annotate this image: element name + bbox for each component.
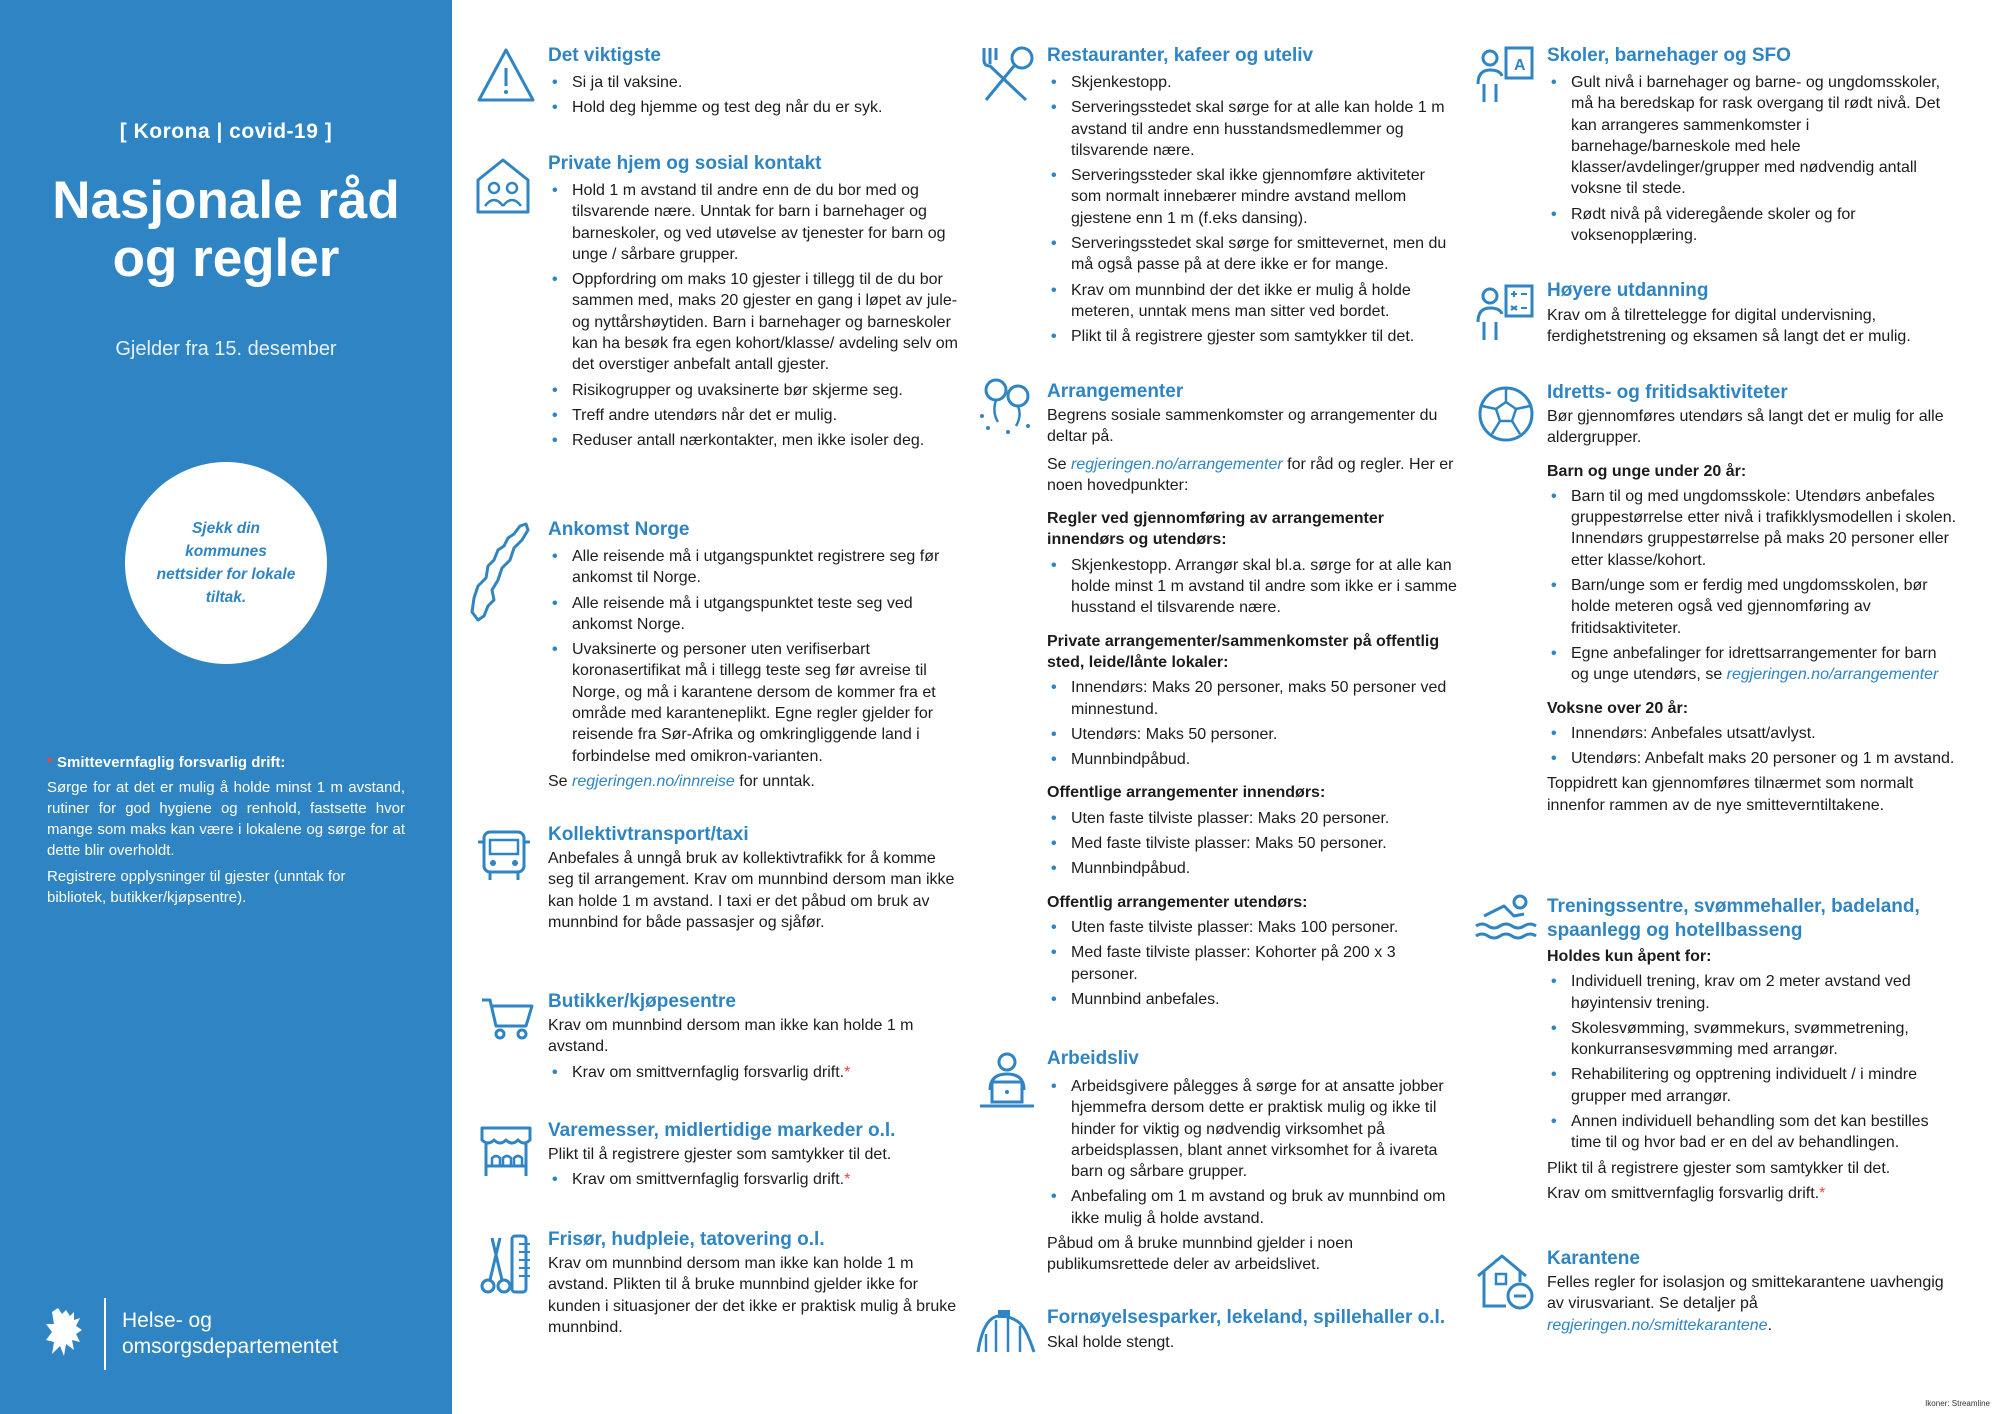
list-item: • Hold deg hjemme og test deg når du er syk. xyxy=(548,97,958,118)
safe-operation-title-text: Smittevernfaglig forsvarlig drift: xyxy=(57,754,286,771)
ministry-name xyxy=(122,1308,338,1360)
list-item: • Rødt nivå på videregående skoler og for voksenopplæring. xyxy=(1547,204,1957,247)
logo-divider xyxy=(104,1298,106,1370)
see-prefix: Se xyxy=(1047,455,1067,473)
page-title xyxy=(0,172,452,288)
sidebar xyxy=(0,0,452,1414)
list-item: • Si ja til vaksine. xyxy=(548,72,958,93)
list-item: • Plikt til å registrere gjester som samtykker til det. xyxy=(1047,326,1457,347)
house-quarantine-icon xyxy=(1474,1250,1536,1312)
list-item: • Barn til og med ungdomsskole: Utendørs anbefales gruppestørrelse etter nivå i trafikklysmodellen i skolen. Innendørs gruppestørrelse på maks 20 personer eller etter klasse/kohort. xyxy=(1547,486,1957,571)
market-stall-icon xyxy=(478,1124,534,1178)
list-item: • Reduser antall nærkontakter, men ikke isoler deg. xyxy=(548,430,958,451)
section-butikker xyxy=(548,1015,958,1083)
see-prefix: Se xyxy=(548,772,568,790)
idrett-subhead-2: Voksne over 20 år: xyxy=(1547,699,1689,717)
trening-safe-operation xyxy=(1547,1183,1957,1204)
arrangementer-subhead-2: Private arrangementer/sammenkomster på offentlig sted, leide/lånte lokaler: xyxy=(1047,632,1440,671)
trening-title-line-2: spaanlegg og hotellbasseng xyxy=(1547,920,1803,941)
list-item: • Arbeidsgivere pålegges å sørge for at ansatte jobber hjemmefra dersom dette er praktisk mulig og ikke til hinder for viktig og nødvendig virksomhet på arbeidsplassen, blant annet virksomhet for å ivareta barn og sårbare grupper. xyxy=(1047,1076,1457,1182)
frisor-text: Krav om munnbind dersom man ikke kan holde 1 m avstand. Plikten til å bruke munnbind gjelder ikke for kunden i situasjoner der det ikke er praktisk mulig å bruke munnbind. xyxy=(548,1255,957,1336)
trening-subhead: Holdes kun åpent for: xyxy=(1547,948,1712,965)
section-title-trening xyxy=(1547,895,1920,943)
list-item: • Med faste tilviste plasser: Kohorter på 200 x 3 personer. xyxy=(1047,942,1457,985)
shopping-cart-icon xyxy=(480,996,534,1042)
safe-operation-text: Sørge for at det er mulig å holde minst 1 m avstand, rutiner for god hygiene og renhold, fastsette hvor mange som maks kan være i lokalene og sørge for at dette blir overholdt. xyxy=(47,779,405,859)
list-item: • Serveringssteder skal ikke gjennomføre aktiviteter som normalt innebærer mindre avstand mellom gjestene enn 1 m (f.eks dansing). xyxy=(1047,165,1457,229)
section-frisor xyxy=(548,1253,958,1338)
home-people-icon xyxy=(472,154,534,216)
safe-operation-registration: Registrere opplysninger til gjester (unntak for bibliotek, butikker/kjøpsentre). xyxy=(47,868,346,906)
list-item: • Krav om munnbind der det ikke er mulig å holde meteren, unntak mens man sitter ved bordet. xyxy=(1047,280,1457,323)
section-title-restauranter: Restauranter, kafeer og uteliv xyxy=(1047,45,1314,66)
idrett-arrangementer-link[interactable]: regjeringen.no/arrangementer xyxy=(1726,666,1939,684)
section-karantene xyxy=(1547,1272,1957,1336)
list-item: • Uten faste tilviste plasser: Maks 20 personer. xyxy=(1047,808,1457,829)
arrangementer-link[interactable]: regjeringen.no/arrangementer xyxy=(1071,455,1283,473)
section-private xyxy=(548,176,958,452)
list-item: • Annen individuell behandling som det kan bestilles time til og hvor bad er en del av behandlingen. xyxy=(1547,1111,1957,1154)
soccer-ball-icon xyxy=(1476,384,1536,444)
list-item: • Innendørs: Anbefales utsatt/avlyst. xyxy=(1547,723,1957,744)
asterisk: * xyxy=(844,1171,851,1189)
person-laptop-icon xyxy=(976,1050,1038,1112)
section-fornoyelse xyxy=(1047,1332,1457,1353)
section-varemesser xyxy=(548,1144,958,1191)
list-item: • Munnbind anbefales. xyxy=(1047,989,1457,1010)
section-title-hoyere: Høyere utdanning xyxy=(1547,280,1709,301)
section-title-idrett: Idretts- og fritidsaktiviteter xyxy=(1547,382,1788,403)
municipality-note-circle xyxy=(125,462,327,664)
scissors-comb-icon xyxy=(478,1232,534,1296)
butikker-text: Krav om munnbind dersom man ikke kan holde 1 m avstand. xyxy=(548,1017,914,1056)
arrangementer-subhead-4: Offentlig arrangementer utendørs: xyxy=(1047,893,1308,911)
varemesser-text: Plikt til å registrere gjester som samtykker til det. xyxy=(548,1146,892,1163)
see-suffix: for unntak. xyxy=(739,772,815,790)
arrangementer-intro: Begrens sosiale sammenkomster og arrangementer du deltar på. xyxy=(1047,407,1438,446)
section-title-varemesser: Varemesser, midlertidige markeder o.l. xyxy=(548,1120,896,1141)
idrett-bullet-text: Egne anbefalinger for idrettsarrangementer for barn og unge utendørs, se xyxy=(1571,644,1937,684)
teacher-board-icon xyxy=(1474,44,1536,106)
municipality-note: Sjekk din kommunes nettsider for lokale tiltak. xyxy=(156,520,296,606)
section-trening xyxy=(1547,942,1957,1204)
list-item: • Uvaksinerte og personer uten verifiserbart koronasertifikat må i tillegg teste seg før avreise til Norge, og må i karantene dersom de kommer fra et område med karanteneplikt. Egne regler gjelder for reisende fra Sør-Afrika og omkringliggende land i forbindelse med omikron-varianten. xyxy=(548,639,968,767)
section-title-private: Private hjem og sosial kontakt xyxy=(548,153,822,174)
idrett-intro: Bør gjennomføres utendørs så langt det er mulig for alle aldergrupper. xyxy=(1547,408,1944,447)
list-item: • Anbefaling om 1 m avstand og bruk av munnbind om ikke mulig å holde avstand. xyxy=(1047,1186,1457,1229)
list-item: • Med faste tilviste plasser: Maks 50 personer. xyxy=(1047,833,1457,854)
section-title-arrangementer: Arrangementer xyxy=(1047,381,1184,402)
list-item xyxy=(1547,643,1957,686)
trening-title-line-1: Treningssentre, svømmehaller, badeland, xyxy=(1547,896,1920,917)
list-item: • Serveringsstedet skal sørge for at alle kan holde 1 m avstand til andre enn husstandsmedlemmer og tilsvarende nære. xyxy=(1047,97,1457,161)
fornoyelse-text: Skal holde stengt. xyxy=(1047,1334,1175,1351)
smittekarantene-link[interactable]: regjeringen.no/smittekarantene xyxy=(1547,1316,1768,1334)
list-item xyxy=(548,1169,958,1190)
safe-operation-box xyxy=(47,752,405,908)
list-item: • Treff andre utendørs når det er mulig. xyxy=(548,405,958,426)
see-suffix: for råd og regler. Her er noen hovedpunkter: xyxy=(1047,455,1454,494)
section-title-viktigste: Det viktigste xyxy=(548,45,661,66)
topic-tag: [ Korona | covid-19 ] xyxy=(119,120,333,143)
norway-map-icon xyxy=(468,520,532,624)
warning-triangle-icon xyxy=(475,44,537,106)
karantene-period: . xyxy=(1767,1316,1773,1334)
section-title-karantene: Karantene xyxy=(1547,1248,1640,1269)
idrett-subhead-1: Barn og unge under 20 år: xyxy=(1547,462,1747,480)
idrett-top-sport: Toppidrett kan gjennomføres tilnærmet som normalt innenfor rammen av de nye smitteverntiltakene. xyxy=(1547,775,1914,814)
section-skoler xyxy=(1547,68,1957,246)
list-item: • Utendørs: Anbefalt maks 20 personer og 1 m avstand. xyxy=(1547,748,1957,769)
list-item: • Gult nivå i barnehager og barne- og ungdomsskoler, må ha beredskap for rask overgang til rødt nivå. Det kan arrangeres sammenkomster i barnehage/barneskole med hele klasser/avdelinger/grupper med nødvendig antall voksne til stede. xyxy=(1547,72,1957,200)
section-title-skoler: Skoler, barnehager og SFO xyxy=(1547,45,1791,66)
list-item: • Hold 1 m avstand til andre enn de du bor med og tilsvarende nære. Unntak for barn i barnehager og barneskoler, og ved utøvelse av tjenester for barn og unge / sårbare grupper. xyxy=(548,180,958,265)
list-item: • Uten faste tilviste plasser: Maks 100 personer. xyxy=(1047,917,1457,938)
valid-from: Gjelder fra 15. desember xyxy=(115,338,337,360)
section-viktigste xyxy=(548,68,958,119)
hoyere-text: Krav om å tilrettelegge for digital undervisning, ferdighetstrening og eksamen så langt det er mulig. xyxy=(1547,307,1911,346)
section-ankomst xyxy=(548,542,968,792)
section-restauranter xyxy=(1047,68,1457,348)
kollektiv-text: Anbefales å unngå bruk av kollektivtrafikk for å komme seg til arrangement. Krav om munnbind dersom man ikke kan holde 1 m avstand. I taxi er det påbud om bruk av munnbind for både passasjer og sjåfør. xyxy=(548,850,955,931)
icon-credit: Ikoner: Streamline xyxy=(1925,1399,1990,1408)
swimmer-icon xyxy=(1474,892,1538,944)
list-item: • Oppfordring om maks 10 gjester i tillegg til de du bor sammen med, maks 20 gjester en gang i løpet av jule- og nyttårshøytiden. Barn i barnehager og barneskoler kan ha besøk fra egen kohort/klasse/ avdeling selv om det overstiger anbefalt antall gjester. xyxy=(548,269,958,375)
list-item: • Munnbindpåbud. xyxy=(1047,749,1457,770)
section-hoyere xyxy=(1547,305,1957,348)
section-title-frisor: Frisør, hudpleie, tatovering o.l. xyxy=(548,1229,825,1250)
arrangementer-subhead-3: Offentlige arrangementer innendørs: xyxy=(1047,784,1326,802)
fork-knife-icon xyxy=(978,44,1036,104)
teacher-math-icon xyxy=(1474,282,1536,344)
section-kollektiv xyxy=(548,848,958,933)
trening-safe-operation-text: Krav om smittvernfaglig forsvarlig drift. xyxy=(1547,1184,1820,1202)
section-title-arbeidsliv: Arbeidsliv xyxy=(1047,1048,1139,1069)
section-title-ankomst: Ankomst Norge xyxy=(548,519,690,540)
ankomst-see-line xyxy=(548,771,968,792)
list-item: • Alle reisende må i utgangspunktet teste seg ved ankomst Norge. xyxy=(548,593,968,636)
list-item: • Serveringsstedet skal sørge for smittevernet, men du må også passe på at dere ikke er for mange. xyxy=(1047,233,1457,276)
svg-text:A: A xyxy=(1514,57,1526,74)
title-line-1: Nasjonale råd xyxy=(52,171,400,230)
section-title-kollektiv: Kollektivtransport/taxi xyxy=(548,824,749,845)
arrangementer-subhead-1: Regler ved gjennomføring av arrangementer innendørs og utendørs: xyxy=(1047,510,1384,549)
list-item: • Barn/unge som er ferdig med ungdomsskolen, bør holde meteren også ved gjennomføring av fritidsaktiviteter. xyxy=(1547,575,1957,639)
lion-crest-icon xyxy=(44,1304,90,1362)
title-line-2: og regler xyxy=(112,229,340,288)
arrangementer-see-line xyxy=(1047,454,1457,497)
safe-operation-title xyxy=(47,752,405,773)
bus-icon xyxy=(476,826,532,884)
karantene-text-body: Felles regler for isolasjon og smittekarantene uavhengig av virusvariant. Se detaljer på xyxy=(1547,1274,1944,1313)
trening-registration: Plikt til å registrere gjester som samtykker til det. xyxy=(1547,1159,1891,1177)
list-item: • Rehabilitering og opptrening individuelt / i mindre grupper med arrangør. xyxy=(1547,1064,1957,1107)
section-title-butikker: Butikker/kjøpesentre xyxy=(548,991,736,1012)
karantene-text xyxy=(1547,1272,1957,1336)
ministry-name-line-1: Helse- og xyxy=(122,1309,212,1332)
arbeidsliv-text: Påbud om å bruke munnbind gjelder i noen publikumsrettede deler av arbeidslivet. xyxy=(1047,1235,1353,1274)
butikker-bullet-text: Krav om smittvernfaglig forsvarlig drift. xyxy=(572,1063,845,1081)
ministry-name-line-2: omsorgsdepartementet xyxy=(122,1335,338,1358)
ministry-logo xyxy=(44,1298,424,1370)
rollercoaster-icon xyxy=(974,1308,1038,1356)
list-item: • Skolesvømming, svømmekurs, svømmetrening, konkurransesvømming med arrangør. xyxy=(1547,1018,1957,1061)
section-arrangementer xyxy=(1047,405,1457,1010)
section-arbeidsliv xyxy=(1047,1072,1457,1276)
section-idrett xyxy=(1547,406,1957,816)
list-item: • Munnbindpåbud. xyxy=(1047,858,1457,879)
list-item: • Innendørs: Maks 20 personer, maks 50 personer ved minnestund. xyxy=(1047,677,1457,720)
balloons-icon xyxy=(976,376,1036,438)
list-item: • Skjenkestopp. xyxy=(1047,72,1457,93)
asterisk: * xyxy=(47,754,53,771)
list-item: • Utendørs: Maks 50 personer. xyxy=(1047,724,1457,745)
list-item: • Skjenkestopp. Arrangør skal bl.a. sørge for at alle kan holde minst 1 m avstand til andre som ikke er i samme husstand el tilsvarende nære. xyxy=(1047,555,1457,619)
varemesser-bullet-text: Krav om smittvernfaglig forsvarlig drift. xyxy=(572,1171,845,1189)
list-item xyxy=(548,1062,958,1083)
innreise-link[interactable]: regjeringen.no/innreise xyxy=(572,772,735,790)
section-title-fornoyelse: Fornøyelsesparker, lekeland, spillehaller o.l. xyxy=(1047,1307,1446,1328)
asterisk: * xyxy=(1819,1184,1826,1202)
asterisk: * xyxy=(844,1063,851,1081)
list-item: • Individuell trening, krav om 2 meter avstand ved høyintensiv trening. xyxy=(1547,971,1957,1014)
list-item: • Risikogrupper og uvaksinerte bør skjerme seg. xyxy=(548,380,958,401)
list-item: • Alle reisende må i utgangspunktet registrere seg før ankomst til Norge. xyxy=(548,546,968,589)
